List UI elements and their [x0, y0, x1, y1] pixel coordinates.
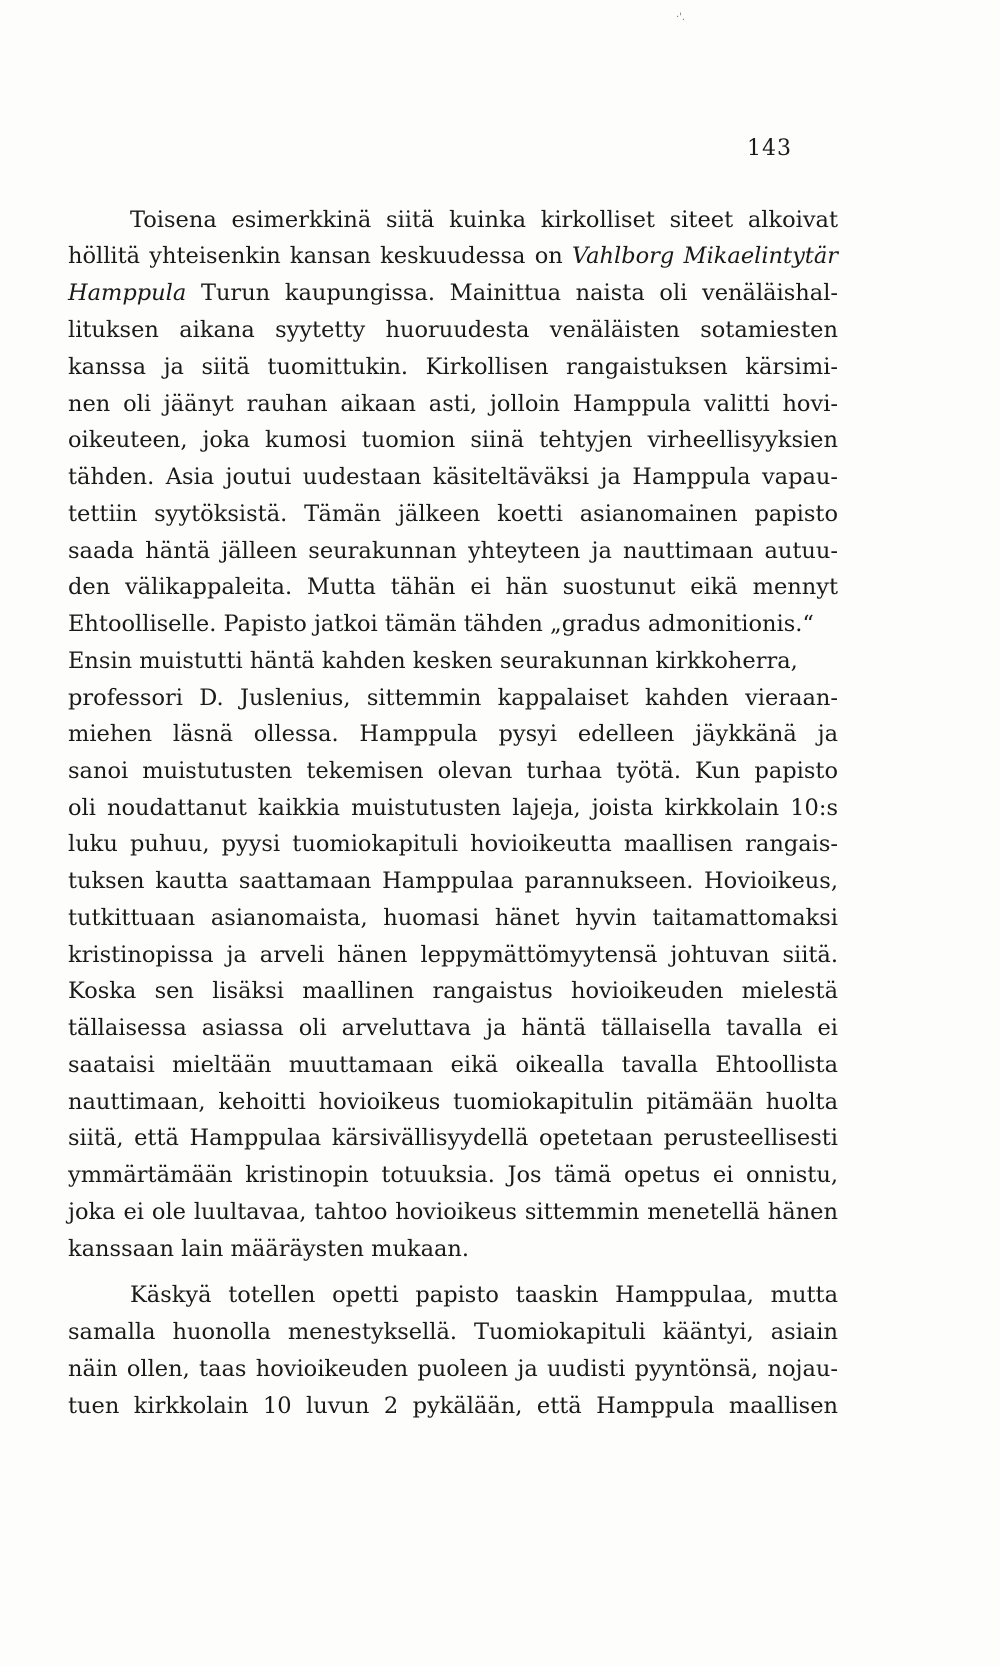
- text-line: nen oli jäänyt rauhan aikaan asti, jolloin Hamppula valitti hovi-: [68, 391, 838, 417]
- text-line: professori D. Juslenius, sittemmin kappalaiset kahden vieraan-: [68, 685, 838, 711]
- text-line: Hamppula Turun kaupungissa. Mainittua naista oli venäläishal-: [68, 280, 838, 306]
- text-line: tettiin syytöksistä. Tämän jälkeen koetti asianomainen papisto: [68, 501, 838, 527]
- text-line: joka ei ole luultavaa, tahtoo hovioikeus sittemmin menetellä hänen: [68, 1199, 838, 1225]
- italic-name: Vahlborg Mikaelintytär: [571, 243, 838, 269]
- text-line: Käskyä totellen opetti papisto taaskin Hamppulaa, mutta: [130, 1282, 838, 1308]
- text-line: kanssaan lain määräysten mukaan.: [68, 1236, 470, 1262]
- text-line: samalla huonolla menestyksellä. Tuomiokapituli kääntyi, asiain: [68, 1319, 838, 1345]
- text-line: lituksen aikana syytetty huoruudesta venäläisten sotamiesten: [68, 317, 838, 343]
- text-line: tutkittuaan asianomaista, huomasi hänet hyvin taitamattomaksi: [68, 905, 838, 931]
- text-line: Koska sen lisäksi maallinen rangaistus hovioikeuden mielestä: [68, 978, 838, 1004]
- text-line: näin ollen, taas hovioikeuden puoleen ja uudisti pyyntönsä, nojau-: [68, 1356, 838, 1382]
- text-line: Ensin muistutti häntä kahden kesken seurakunnan kirkkoherra,: [68, 648, 798, 674]
- text-line: kristinopissa ja arveli hänen leppymättömyytensä johtuvan siitä.: [68, 942, 838, 968]
- text-line: ymmärtämään kristinopin totuuksia. Jos tämä opetus ei onnistu,: [68, 1162, 838, 1188]
- text-line: saataisi mieltään muuttamaan eikä oikealla tavalla Ehtoollista: [68, 1052, 838, 1078]
- page-speck: ·ꞌ.: [676, 12, 686, 23]
- text-line: tuksen kautta saattamaan Hamppulaa parannukseen. Hovioikeus,: [68, 868, 838, 894]
- text-line: tuen kirkkolain 10 luvun 2 pykälään, että Hamppula maallisen: [68, 1393, 838, 1419]
- text-line: saada häntä jälleen seurakunnan yhteyteen ja nauttimaan autuu-: [68, 538, 838, 564]
- page-number: 143: [747, 136, 792, 161]
- text-line: tällaisessa asiassa oli arveluttava ja häntä tällaisella tavalla ei: [68, 1015, 838, 1041]
- text-line: tähden. Asia joutui uudestaan käsiteltäväksi ja Hamppula vapau-: [68, 464, 838, 490]
- text-line: Ehtoolliselle. Papisto jatkoi tämän tähden „gradus admonitionis.“: [68, 611, 814, 637]
- text-line: nauttimaan, kehoitti hovioikeus tuomiokapitulin pitämään huolta: [68, 1089, 838, 1115]
- text-line: miehen läsnä ollessa. Hamppula pysyi edelleen jäykkänä ja: [68, 721, 838, 747]
- text-line: luku puhuu, pyysi tuomiokapituli hovioikeutta maallisen rangais-: [68, 831, 838, 857]
- italic-name: Hamppula: [68, 280, 187, 306]
- text-line: sanoi muistutusten tekemisen olevan turhaa työtä. Kun papisto: [68, 758, 838, 784]
- text-line: den välikappaleita. Mutta tähän ei hän suostunut eikä mennyt: [68, 574, 838, 600]
- text-line: höllitä yhteisenkin kansan keskuudessa on Vahlborg Mikaelintytär: [68, 243, 838, 269]
- text-line: siitä, että Hamppulaa kärsivällisyydellä opetetaan perusteellisesti: [68, 1125, 838, 1151]
- text-line: oikeuteen, joka kumosi tuomion siinä tehtyjen virheellisyyksien: [68, 427, 838, 453]
- text-line: Toisena esimerkkinä siitä kuinka kirkolliset siteet alkoivat: [130, 207, 838, 233]
- text-line: kanssa ja siitä tuomittukin. Kirkollisen rangaistuksen kärsimi-: [68, 354, 838, 380]
- text-line: oli noudattanut kaikkia muistutusten lajeja, joista kirkkolain 10:s: [68, 795, 838, 821]
